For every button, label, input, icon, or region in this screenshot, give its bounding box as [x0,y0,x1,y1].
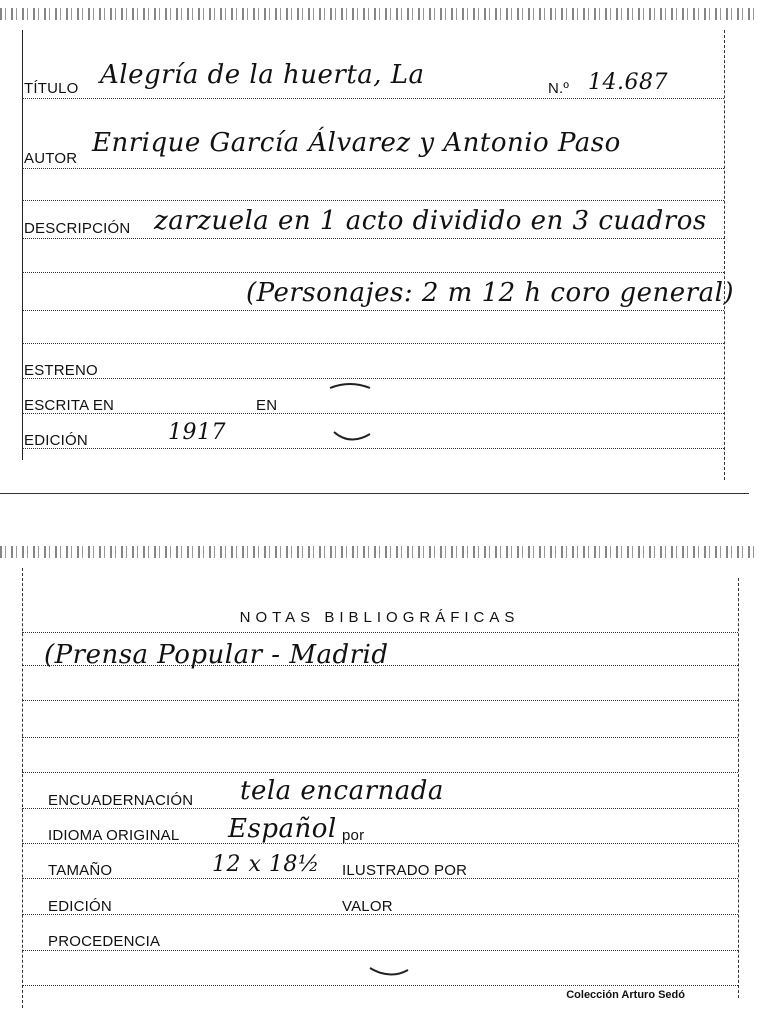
scan-noise-bottom [0,546,759,558]
estreno-label: ESTRENO [24,362,98,379]
rule-descripcion [22,238,724,239]
card-back-right-edge [738,578,739,998]
rule-autor [22,168,724,169]
card-right-edge [724,30,725,480]
idioma-value: Español [228,814,337,844]
collection-credit: Colección Arturo Sedó [566,989,685,1001]
titulo-value: Alegría de la huerta, La [100,60,425,90]
rule-blank-2 [22,272,724,273]
descripcion-label: DESCRIPCIÓN [24,220,131,237]
edicion-label: EDICIÓN [24,432,88,449]
rule-personajes [22,310,724,311]
card-divider [0,493,749,494]
rule-blank-3 [22,343,724,344]
tamano-label: TAMAÑO [48,862,113,879]
card-left-edge [22,30,23,460]
descripcion-value: zarzuela en 1 acto dividido en 3 cuadros [154,206,707,236]
catalog-card-front [0,0,759,495]
rule-estreno [22,378,724,379]
notas-heading: NOTAS BIBLIOGRÁFICAS [239,609,520,626]
rule-last [22,985,738,986]
tamano-value: 12 x 18½ [212,852,320,877]
rule-blank-1 [22,200,724,201]
titulo-label: TÍTULO [24,80,79,97]
punch-hole-mark-back [360,930,420,980]
autor-label: AUTOR [24,150,78,167]
ilustrado-label: ILUSTRADO POR [342,862,468,879]
notas-value: (Prensa Popular - Madrid [44,640,389,670]
edicion-value: 1917 [168,420,226,445]
valor-label: VALOR [342,898,393,915]
scan-noise-top [0,8,759,20]
encuadernacion-label: ENCUADERNACIÓN [48,792,194,809]
numero-value: 14.687 [588,70,668,95]
descripcion-value-2: (Personajes: 2 m 12 h coro general) [246,278,735,308]
card-back-left-edge [22,568,23,1008]
rule-notas-1 [22,632,738,633]
procedencia-label: PROCEDENCIA [48,933,161,950]
rule-titulo [22,98,724,99]
edicion-label-back: EDICIÓN [48,898,112,915]
por-label: por [342,827,365,844]
encuadernacion-value: tela encarnada [240,776,444,806]
autor-value: Enrique García Álvarez y Antonio Paso [92,128,621,158]
rule-notas-5 [22,772,738,773]
punch-hole-mark [320,380,380,450]
idioma-label: IDIOMA ORIGINAL [48,827,180,844]
rule-notas-3 [22,700,738,701]
escrita-en-label: ESCRITA EN [24,397,115,414]
en-label: EN [256,397,278,414]
rule-notas-4 [22,737,738,738]
numero-label: N.º [548,80,570,97]
